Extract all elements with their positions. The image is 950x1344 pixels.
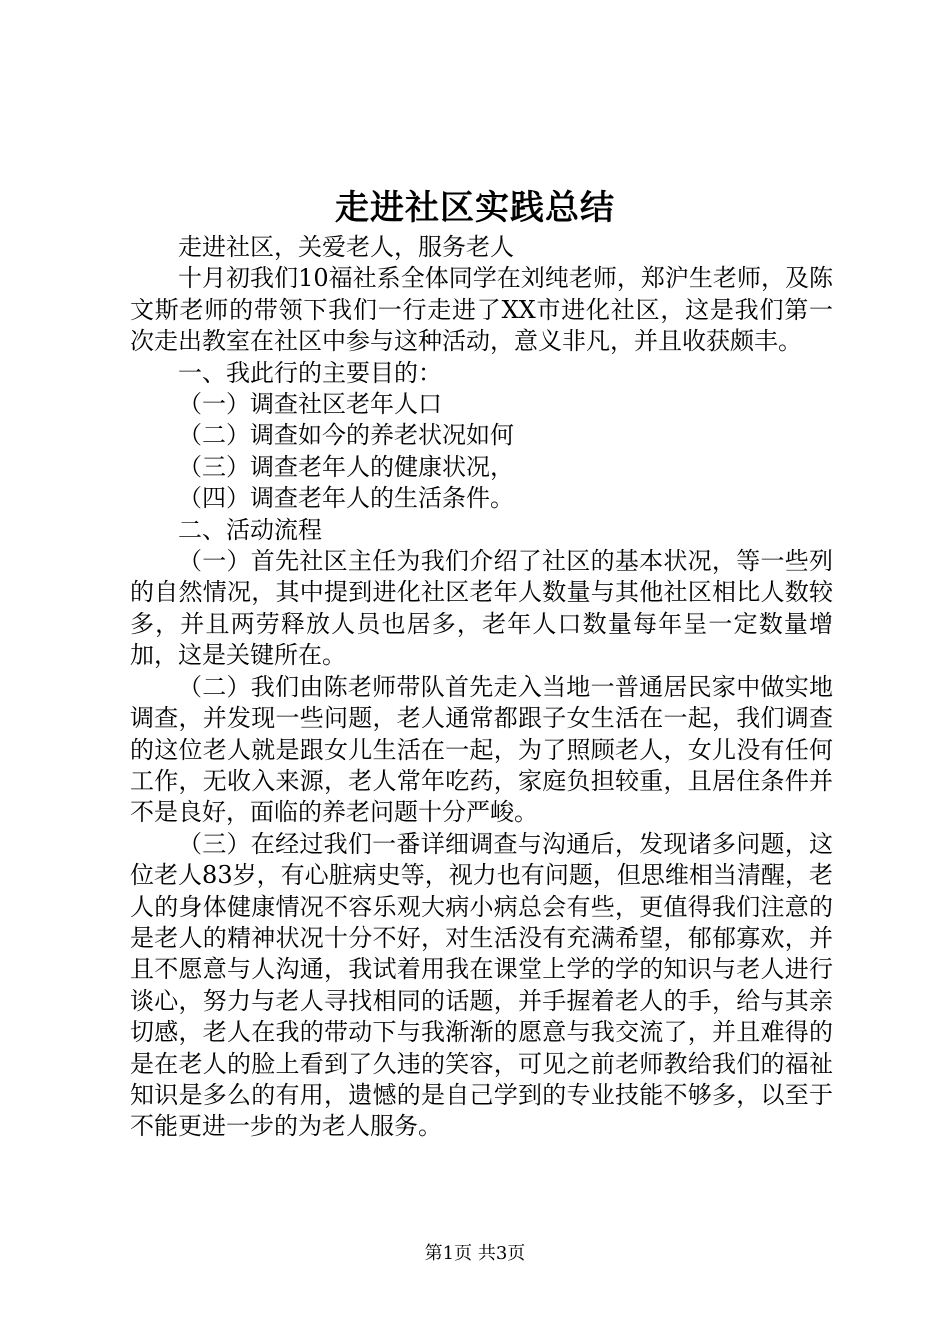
paragraph-process-3: （三）在经过我们一番详细调查与沟通后，发现诸多问题，这位老人83岁，有心脏病史等，视力也有问题，但思维相当清醒，老人的身体健康情况不容乐观大病小病总会有些，更值得我们注意的是老人的精神状况十分不好，对生活没有充满希望，郁郁寡欢，并且不愿意与人沟通，我试着用我在课堂上学的学的知识与老人进行谈心，努力与老人寻找相同的话题，并手握着老人的手，给与其亲切感，老人在我的带动下与我渐渐的愿意与我交流了，并且难得的是在老人的脸上看到了久违的笑容，可见之前老师教给我们的福祉知识是多么的有用，遗憾的是自己学到的专业技能不够多，以至于不能更进一步的为老人服务。: [130, 829, 833, 1141]
page-footer: 第1页 共3页: [424, 1243, 526, 1264]
list-item-purpose-1: （一）调查社区老年人口: [178, 390, 442, 419]
section-heading-process: 二、活动流程: [178, 515, 322, 544]
paragraph-process-1: （一）首先社区主任为我们介绍了社区的基本状况，等一些列的自然情况，其中提到进化社区老年人数量与其他社区相比人数较多，并且两劳释放人员也居多，老年人口数量每年呈一定数量增加，这是关键所在。: [130, 547, 833, 670]
paragraph-process-2: （二）我们由陈老师带队首先走入当地一普通居民家中做实地调查，并发现一些问题，老人通常都跟子女生活在一起，我们调查的这位老人就是跟女儿生活在一起，为了照顾老人，女儿没有任何工作，无收入来源，老人常年吃药，家庭负担较重，且居住条件并不是良好，面临的养老问题十分严峻。: [130, 672, 833, 827]
list-item-purpose-3: （三）调查老年人的健康状况，: [178, 452, 514, 481]
list-item-purpose-4: （四）调查老年人的生活条件。: [178, 484, 514, 513]
list-item-purpose-2: （二）调查如今的养老状况如何: [178, 421, 514, 450]
document-body: [130, 232, 833, 1143]
paragraph-slogan: 走进社区，关爱老人，服务老人: [178, 233, 514, 261]
document-title: 走进社区实践总结: [335, 188, 615, 228]
section-heading-purpose: 一、我此行的主要目的：: [178, 358, 442, 387]
paragraph-intro: 十月初我们10福社系全体同学在刘纯老师，郑沪生老师，及陈文斯老师的带领下我们一行走进了XX市进化社区，这是我们第一次走出教室在社区中参与这种活动，意义非凡，并且收获颇丰。: [130, 264, 833, 356]
